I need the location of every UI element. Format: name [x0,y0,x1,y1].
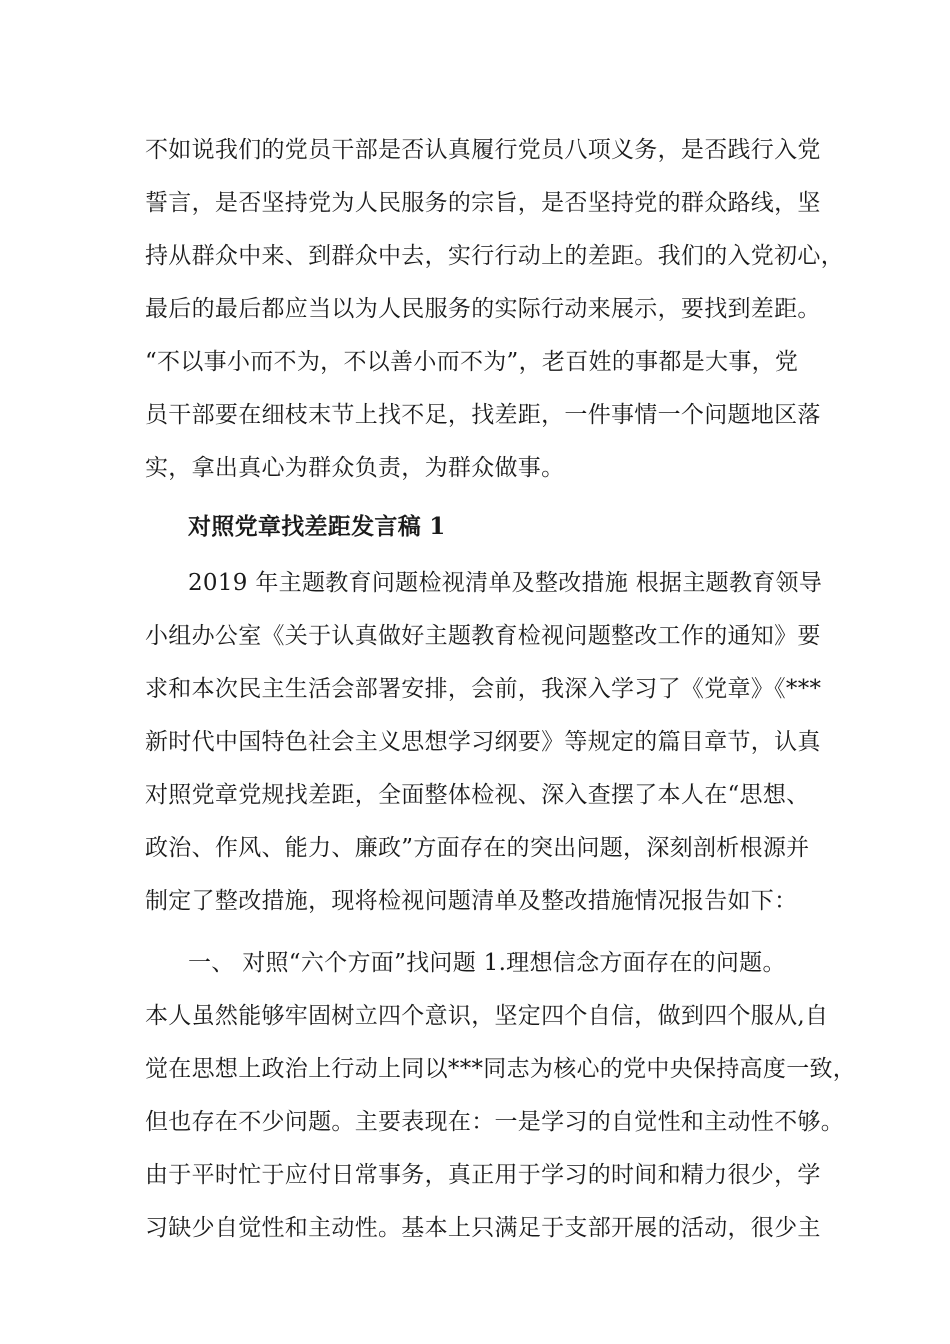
section-heading: 对照党章找差距发言稿 1 [188,513,446,540]
paragraph-1-line-4: 最后的最后都应当以为人民服务的实际行动来展示，要找到差距。 [145,296,821,322]
paragraph-2-line-2: 小组办公室《关于认真做好主题教育检视问题整改工作的通知》要 [145,623,821,649]
paragraph-3-line-5: 由于平时忙于应付日常事务，真正用于学习的时间和精力很少，学 [145,1162,821,1188]
paragraph-1-line-3: 持从群众中来、到群众中去，实行行动上的差距。我们的入党初心， [145,243,844,269]
paragraph-3-line-4: 但也存在不少问题。主要表现在：一是学习的自觉性和主动性不够。 [145,1109,844,1135]
paragraph-2-line-3: 求和本次民主生活会部署安排，会前，我深入学习了《党章》《*** [145,676,822,702]
paragraph-2-line-4: 新时代中国特色社会主义思想学习纲要》等规定的篇目章节，认真 [145,729,821,755]
paragraph-1-line-7: 实，拿出真心为群众负责，为群众做事。 [145,455,565,481]
paragraph-3-line-2: 本人虽然能够牢固树立四个意识，坚定四个自信，做到四个服从,自 [145,1003,829,1029]
paragraph-2-line-1: 2019 年主题教育问题检视清单及整改措施 根据主题教育领导 [188,570,823,596]
paragraph-2-line-5: 对照党章党规找差距，全面整体检视、深入查摆了本人在“思想、 [145,782,810,808]
paragraph-2-line-7: 制定了整改措施，现将检视问题清单及整改措施情况报告如下： [145,888,798,914]
paragraph-3-line-6: 习缺少自觉性和主动性。基本上只满足于支部开展的活动，很少主 [145,1215,821,1241]
paragraph-1-line-2: 誓言，是否坚持党为人民服务的宗旨，是否坚持党的群众路线，坚 [145,190,821,216]
paragraph-2-line-6: 政治、作风、能力、廉政”方面存在的突出问题，深刻剖析根源并 [145,835,810,861]
paragraph-1-line-1: 不如说我们的党员干部是否认真履行党员八项义务，是否践行入党 [145,137,821,163]
paragraph-1-line-5: “不以事小而不为，不以善小而不为”，老百姓的事都是大事，党 [145,349,799,375]
paragraph-3-line-1: 一、 对照“六个方面”找问题 1.理想信念方面存在的问题。 [188,950,786,976]
paragraph-3-line-3: 觉在思想上政治上行动上同以***同志为核心的党中央保持高度一致， [145,1056,857,1082]
paragraph-1-line-6: 员干部要在细枝末节上找不足，找差距，一件事情一个问题地区落 [145,402,821,428]
